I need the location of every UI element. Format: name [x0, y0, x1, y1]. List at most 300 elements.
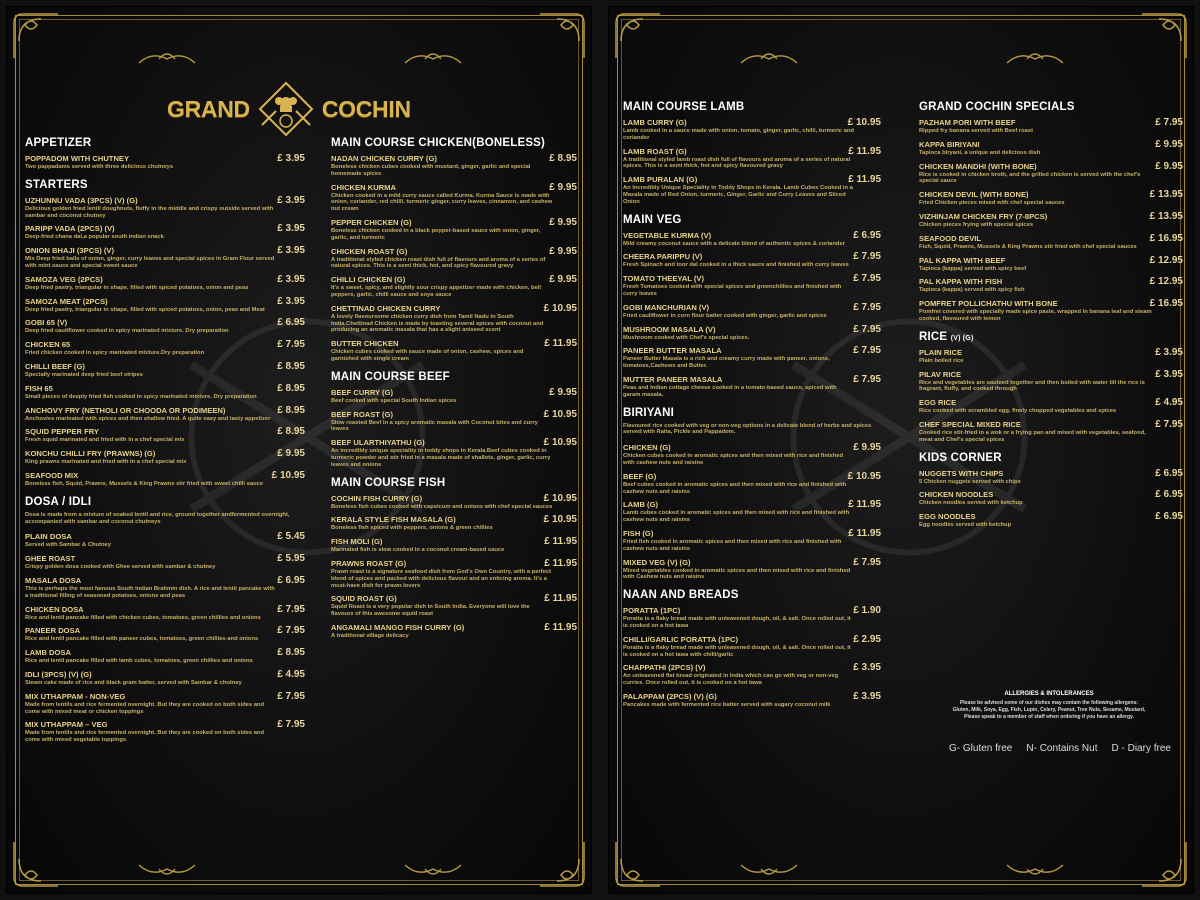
menu-item: [623, 345, 881, 370]
menu-item: [331, 338, 577, 363]
menu-item-description: Poratta is a flaky bread made with unleavened dough, oil, & salt. Once rolled out, it is cooked on a hot tawa: [623, 616, 851, 629]
menu-item: [623, 374, 881, 399]
menu-item-description: Deep fried pastry, triangular in shape, filled with spiced potatoes, onion, peas and Meat: [25, 306, 265, 313]
menu-item-name: NUGGETS WITH CHIPS: [919, 468, 1004, 478]
section-title: RICE: [919, 330, 948, 343]
section-title: BIRIYANI: [623, 406, 675, 419]
menu-item-price: £ 6.95: [1155, 467, 1183, 479]
menu-item-row: [623, 691, 881, 702]
menu-item: [25, 296, 305, 314]
menu-item-name: PORATTA (1PC): [623, 606, 681, 616]
menu-item-price: £ 7.95: [277, 625, 305, 637]
menu-item-price: £ 1.90: [853, 605, 881, 617]
menu-item-description: Two pappadams served with three delicious chutneys: [25, 164, 174, 170]
menu-item-row: [331, 246, 577, 257]
menu-item-name: MIXED VEG (V) (G): [623, 557, 691, 567]
menu-item-description: Fried Chicken pieces mixed with chef special sauces: [919, 200, 1065, 207]
menu-item-name: CHICKEN DOSA: [25, 604, 84, 614]
section-title: MAIN COURSE BEEF: [331, 370, 450, 383]
menu-item-row: [623, 605, 881, 616]
menu-item-row: [331, 514, 577, 525]
menu-item-price: £ 3.95: [277, 295, 305, 307]
menu-item: [331, 182, 577, 213]
menu-item-row: [25, 575, 305, 586]
ornament-corner-icon: [11, 839, 61, 889]
menu-item: [25, 470, 305, 488]
menu-item: [25, 223, 305, 241]
menu-item-row: [25, 361, 305, 372]
menu-item-price: £ 10.95: [543, 514, 577, 526]
menu-item-description: Squid Roast is a very popular dish in South India. Everyone will love the flavours of this awesome squid roast: [331, 604, 530, 618]
section-title: MAIN COURSE LAMB: [623, 101, 745, 113]
menu-item-row: [25, 531, 305, 542]
menu-item-name: SAMOZA MEAT (2PCS): [25, 296, 108, 306]
menu-item: [919, 489, 1183, 507]
menu-item: [25, 625, 305, 643]
menu-item-name: BEEF ULARTHIYATHU (G): [331, 438, 425, 448]
menu-item-price: £ 16.95: [1149, 232, 1183, 244]
menu-item-description: This is perhaps the most famous South Indian Brahmin dish. A rice and lentil pancake with a traditional filling of seasoned potatoes, onions and peas: [25, 585, 275, 599]
menu-item-description: Fresh squid marinated and fried with in a chef special mix: [25, 437, 185, 444]
menu-item-row: [25, 604, 305, 615]
menu-item: [623, 442, 881, 467]
menu-item-name: MIX UTHAPPAM – VEG: [25, 720, 108, 730]
section-title: APPETIZER: [25, 137, 92, 149]
menu-item-price: £ 7.95: [1155, 418, 1183, 430]
menu-item-name: SAMOZA VEG (2PCS): [25, 274, 103, 284]
menu-item-price: £ 4.95: [1155, 397, 1183, 409]
menu-item-price: £ 11.95: [544, 557, 577, 569]
menu-item: [331, 387, 577, 405]
menu-item-name: NADAN CHICKEN CURRY (G): [331, 154, 437, 163]
menu-item-description: Boneless chicken cooked in a black pepper-based sauce with onion, ginger, garlic, and turmeric: [331, 227, 541, 241]
menu-item-row: [331, 409, 577, 420]
menu-item-price: £ 3.95: [853, 662, 881, 674]
menu-item-name: CHAPPATHI (2PCS) (V): [623, 663, 706, 673]
menu-item-name: CHICKEN 65: [25, 340, 71, 350]
menu-item-description: Rice and lentil pancake filled with lamb cubes, tomatoes, green chillies and onions: [25, 658, 253, 665]
menu-item-description: Mild creamy coconut sauce with a delicate blend of authentic spices & coriander: [623, 240, 845, 247]
menu-item-price: £ 10.95: [543, 302, 577, 314]
menu-item-name: KONCHU CHILLI FRY (PRAWNS) (G): [25, 449, 156, 459]
menu-item-description: Boneless fish, Squid, Prawns, Mussels & King Prawns stir fried with sweet chilli sauce: [25, 480, 264, 487]
menu-item-price: £ 7.95: [853, 301, 881, 313]
menu-item-price: £ 3.95: [277, 223, 305, 235]
menu-page-left: [6, 6, 592, 894]
menu-item-name: PILAV RICE: [919, 369, 962, 379]
menu-item-description: Slow roasted Beef in a spicy aromatic masala with Coconut bites and curry leaves: [331, 419, 538, 433]
menu-item-description: Plain boiled rice: [919, 357, 964, 364]
menu-item: [331, 493, 577, 511]
menu-item-name: BEEF (G): [623, 471, 657, 481]
menu-item-price: £ 4.95: [277, 668, 305, 680]
menu-item-name: PAZHAM PORI WITH BEEF: [919, 118, 1016, 127]
menu-item-price: £ 3.95: [853, 690, 881, 702]
menu-item-description: Fresh Spinach and toor dal cooked in a thick sauce and finished with curry leaves: [623, 262, 849, 269]
menu-item-description: Chicken pieces frying with special spices: [919, 221, 1034, 228]
menu-item-row: [331, 303, 577, 314]
menu-item-name: CHEERA PARIPPU (V): [623, 252, 703, 262]
menu-item-price: £ 3.95: [277, 194, 305, 206]
section-title: NAAN AND BREADS: [623, 589, 739, 602]
menu-item-name: VEGETABLE KURMA (V): [623, 230, 712, 240]
menu-item-description: Rice and vegetables are sauteed together and then boiled with water till the rice is fragrant, fluffy, and cooked through: [919, 379, 1145, 393]
menu-item-description: An incredibly unique speciality in toddy shops in Kerala.Beef cubes cooked in turmeric powder and stir fried in a masala made of shallots, ginger, garlic, curry leaves and onions: [331, 448, 551, 468]
menu-item-name: BUTTER CHICKEN: [331, 339, 399, 349]
menu-item-row: [919, 369, 1183, 380]
menu-item-description: Mix Deep fried balls of onion, ginger, curry leaves and special spices in Gram Flour served with mint sauce and special sweet sauce: [25, 256, 275, 269]
section-heading: [331, 477, 577, 489]
menu-item-row: [623, 528, 881, 539]
menu-item-name: BEEF CURRY (G): [331, 387, 394, 397]
menu-item-name: CHILLI BEEF (G): [25, 361, 85, 371]
menu-item: [331, 246, 577, 271]
menu-item-price: £ 10.95: [271, 469, 305, 481]
menu-item: [919, 117, 1183, 135]
ornament-crest-icon: [137, 49, 197, 67]
menu-item-description: A traditional styled chicken roast dish full of flavours and aroma of a series of natural spices. This is a semi thick, hot, and spicy flavoured gravy: [331, 256, 546, 270]
menu-item-description: Beef cooked with special South Indian spices: [331, 397, 457, 404]
menu-item-row: [331, 536, 577, 547]
menu-item-row: [919, 161, 1183, 172]
menu-item-description: A traditional styled lamb roast dish full of flavours and aroma of a series of natural spices. This is a semi thick, hot and spicy flavoured gravy: [623, 156, 851, 170]
menu-item-price: £ 7.95: [277, 603, 305, 615]
menu-item-description: Rice and lentil pancake filled with paneer cubes, tomatoes, green chillies and onions: [25, 636, 259, 643]
menu-item-description: 5 Chicken nuggets served with chips: [919, 478, 1021, 485]
menu-item-price: £ 9.95: [549, 216, 577, 228]
menu-item-price: £ 11.95: [544, 621, 577, 633]
ornament-corner-icon: [613, 839, 663, 889]
menu-item: [919, 189, 1183, 207]
menu-item-price: £ 10.95: [543, 492, 577, 504]
menu-item: [919, 511, 1183, 529]
menu-item-price: £ 9.95: [277, 448, 305, 460]
menu-item-name: BEEF ROAST (G): [331, 409, 394, 419]
menu-item-row: [25, 470, 305, 481]
menu-item-description: Lamb cubes cooked in aromatic spices and then mixed with rice and finished with cashew nuts and raisins: [623, 510, 850, 524]
menu-item-price: £ 7.95: [853, 556, 881, 568]
section-intro: Flavoured rice cooked with veg or non-veg options in a delicate blend of herbs and spices served with Raita, Pickle and Pappadom.: [623, 422, 872, 436]
menu-item: [25, 153, 305, 171]
menu-item-price: £ 6.95: [1155, 511, 1183, 523]
menu-item-price: £ 7.95: [853, 345, 881, 357]
menu-item-name: EGG RICE: [919, 398, 957, 408]
menu-item-price: £ 3.95: [277, 245, 305, 257]
menu-item: [25, 669, 305, 687]
menu-item: [919, 255, 1183, 273]
menu-item-name: POPPADOM WITH CHUTNEY: [25, 154, 130, 163]
menu-item-row: [919, 468, 1183, 479]
menu-item-row: [623, 117, 881, 128]
menu-item-name: SQUID PEPPER FRY: [25, 427, 99, 437]
menu-item: [919, 211, 1183, 229]
menu-item-price: £ 7.95: [853, 323, 881, 335]
menu-item: [25, 719, 305, 744]
menu-item: [25, 195, 305, 220]
menu-item-name: SEAFOOD MIX: [25, 470, 79, 480]
menu-item: [25, 604, 305, 622]
menu-item: [919, 468, 1183, 486]
menu-item-description: Boneless fish cubes cooked with capsicum and onions with chef special sauces: [331, 503, 553, 510]
menu-item-name: CHICKEN (G): [623, 443, 671, 453]
menu-item-price: £ 10.95: [543, 408, 577, 420]
menu-item-row: [331, 153, 577, 164]
menu-item-price: £ 2.95: [853, 633, 881, 645]
menu-item-name: ONION BHAJI (3PCS) (V): [25, 246, 115, 256]
menu-item-price: £ 7.95: [1155, 117, 1183, 128]
menu-item-row: [331, 593, 577, 604]
menu-item-row: [919, 255, 1183, 266]
menu-item-row: [25, 553, 305, 564]
allergy-line-1: Please be advised some of our dishes may contain the following allergens:: [959, 700, 1139, 706]
menu-item-row: [919, 489, 1183, 500]
menu-item-price: £ 6.95: [853, 229, 881, 241]
menu-item-name: SEAFOOD DEVIL: [919, 233, 982, 243]
menu-item: [919, 347, 1183, 365]
menu-item-row: [623, 230, 881, 241]
menu-item-description: Fish, Squid, Prawns, Mussels & King Prawns stir fried with chef special sauces: [919, 243, 1137, 250]
menu-item: [25, 448, 305, 466]
menu-item-description: Tapioca (kappa) served with spicy beef: [919, 265, 1027, 272]
menu-item-price: £ 9.95: [853, 442, 881, 454]
menu-item-row: [25, 296, 305, 307]
menu-item-row: [623, 499, 881, 510]
menu-item: [331, 303, 577, 334]
menu-item: [623, 117, 881, 142]
menu-item-price: £ 8.95: [277, 382, 305, 394]
menu-item-name: PEPPER CHICKEN (G): [331, 217, 412, 227]
menu-item-price: £ 3.95: [277, 273, 305, 285]
menu-item-row: [25, 195, 305, 206]
menu-item-price: £ 7.95: [853, 251, 881, 263]
section-heading: [623, 589, 881, 601]
menu-item-description: Served with Sambar & Chutney: [25, 542, 112, 549]
menu-item-price: £ 10.95: [847, 470, 881, 482]
menu-item-description: An Incredibly Unique Speciality in Toddy Shops in Kerala. Lamb Cubes Cooked in a Masala made of Red Onion, turmeric, Ginger, Garlic and Curry Leaves and Sliced Onion: [623, 185, 853, 205]
menu-item-row: [25, 153, 305, 164]
menu-item-name: PARIPP VADA (2PCS) (V): [25, 224, 115, 234]
menu-item-price: £ 6.95: [277, 317, 305, 329]
menu-item-price: £ 7.95: [853, 373, 881, 385]
section-heading: [25, 496, 305, 508]
menu-item-row: [25, 405, 305, 416]
menu-item: [919, 298, 1183, 323]
brand-word-1: GRAND: [167, 95, 250, 122]
section-title: DOSA / IDLI: [25, 495, 92, 508]
menu-item: [331, 514, 577, 532]
menu-item-row: [25, 383, 305, 394]
menu-item-row: [919, 511, 1183, 522]
menu-item: [331, 274, 577, 299]
menu-item-row: [919, 211, 1183, 222]
menu-item: [25, 426, 305, 444]
menu-item-row: [623, 174, 881, 185]
menu-item-name: PALAPPAM (2PCS) (V) (G): [623, 691, 717, 701]
menu-item-name: GOBI MANCHURIAN (V): [623, 302, 710, 312]
menu-item-description: Boneless chicken cubes cooked with mustard, ginger, garlic and special homemade spices: [331, 164, 531, 177]
menu-item-description: Chicken cooked in a mild curry sauce called Kurma. Kurma Sauce is made with onion, coriander, red chilli, turmeric ginger, curry leaves, cinnamon, and cashew nut cream: [331, 192, 553, 213]
menu-item: [25, 383, 305, 401]
section-heading: [623, 214, 881, 226]
menu-item: [25, 317, 305, 335]
menu-item-price: £ 6.95: [277, 574, 305, 586]
menu-item-description: Specially marinated deep fried beef stripes: [25, 371, 143, 378]
menu-item: [331, 622, 577, 640]
menu-item-row: [25, 317, 305, 328]
menu-column-right-1: [623, 93, 881, 713]
menu-item-row: [919, 189, 1183, 200]
menu-item: [331, 536, 577, 554]
menu-item-description: Delicious golden fried lentil doughnuts, fluffy in the middle and crispy outside served with sambar and coconut chutney: [25, 205, 274, 219]
menu-item-name: PANEER DOSA: [25, 626, 81, 636]
menu-column-left-2: [331, 129, 577, 644]
menu-item-name: MASALA DOSA: [25, 575, 82, 585]
menu-item-name: PLAIN RICE: [919, 347, 963, 357]
menu-item-price: £ 12.95: [1149, 276, 1183, 288]
menu-item-name: CHILLI/GARLIC PORATTA (1PC): [623, 634, 739, 644]
menu-item: [623, 471, 881, 496]
menu-item: [331, 153, 577, 178]
menu-item-description: Beef cubes cooked in aromatic spices and then mixed with rice and finished with cashew nuts and raisins: [623, 481, 847, 495]
menu-item-name: LAMB (G): [623, 500, 659, 510]
menu-item: [25, 361, 305, 379]
menu-item: [25, 553, 305, 571]
menu-item: [25, 405, 305, 423]
menu-item-name: LAMB ROAST (G): [623, 146, 687, 156]
menu-item-name: CHICKEN DEVIL (WITH BONE): [919, 190, 1029, 200]
menu-item-name: SQUID ROAST (G): [331, 594, 397, 604]
menu-item-row: [919, 419, 1183, 430]
section-heading: [919, 101, 1183, 113]
menu-item: [623, 230, 881, 248]
section-heading: [331, 137, 577, 149]
menu-item-description: Crispy golden dosa cooked with Ghee served with sambar & chutney: [25, 564, 216, 571]
ornament-crest-icon: [137, 861, 197, 879]
menu-item-row: [25, 223, 305, 234]
menu-item-description: Rice and lentil pancake filled with chicken cubes, tomatoes, green chillies and onions: [25, 614, 261, 621]
menu-page-right: [608, 6, 1194, 894]
menu-item: [623, 528, 881, 553]
menu-item-name: VIZHINJAM CHICKEN FRY (7-8PCS): [919, 211, 1048, 221]
menu-item-row: [919, 347, 1183, 358]
menu-item-description: Fresh Tomatoes cooked with special spices and greenchillies and finished with curry leaves: [623, 284, 842, 297]
menu-item-description: Fried fish cooked in aromatic spices and then mixed with rice and finished with cashew nuts and raisins: [623, 538, 842, 552]
menu-item-name: LAMB PURALAN (G): [623, 175, 698, 185]
menu-column-left-1: [25, 129, 305, 748]
menu-item: [25, 245, 305, 270]
menu-item: [331, 409, 577, 434]
menu-item: [331, 593, 577, 618]
menu-item-description: An unleavened flat bread originated in India which can go with veg or non-veg curries. Once rolled out, it is cooked on a hot tawa: [623, 673, 839, 687]
legend-gluten-free: G- Gluten free: [949, 743, 1013, 754]
menu-column-right-2: [919, 93, 1183, 533]
menu-item-row: [25, 691, 305, 702]
menu-item-description: Small pieces of deeply fried fish cooked in spicy marinated mixture. Dry preparation: [25, 393, 257, 400]
menu-item-row: [331, 493, 577, 504]
menu-item: [25, 531, 305, 549]
ornament-corner-icon: [1139, 839, 1189, 889]
menu-item-row: [331, 622, 577, 633]
menu-item-row: [623, 471, 881, 482]
menu-item: [919, 419, 1183, 444]
menu-item-price: £ 10.95: [543, 437, 577, 449]
menu-item-price: £ 9.95: [1155, 138, 1183, 150]
menu-item-price: £ 8.95: [549, 153, 577, 164]
menu-item-price: £ 6.95: [1155, 489, 1183, 501]
menu-item-description: Ripped fry banana served with Beef roast: [919, 128, 1034, 134]
menu-item: [331, 217, 577, 242]
menu-item-description: It's a sweet, spicy, and slightly sour crispy appetizer made with chicken, bell peppers, garlic, chilli sauce and soya sauce: [331, 285, 542, 298]
menu-item-price: £ 11.95: [848, 499, 881, 511]
menu-item-description: King prawns marinated and fried with in a chef special mix: [25, 459, 187, 466]
menu-item: [25, 339, 305, 357]
menu-item: [25, 575, 305, 600]
ornament-corner-icon: [11, 11, 61, 61]
section-intro: Dosa is made from a mixture of soaked lentil and rice, ground together andfermented overnight, accompanied with sambar and coconut chutneys: [25, 511, 290, 525]
menu-item-name: CHILLI CHICKEN (G): [331, 275, 406, 285]
menu-item-description: Steam cake made of rice and black gram batter, served with Sambar & chutney: [25, 679, 242, 686]
menu-item-price: £ 11.95: [848, 174, 881, 186]
menu-item-price: £ 3.95: [1155, 346, 1183, 358]
section-heading: [623, 407, 881, 419]
menu-item-description: Rice cooked with scrambled egg, finely chopped vegetables and spices: [919, 408, 1117, 415]
menu-item-name: FISH 65: [25, 383, 53, 393]
menu-item-name: CHICKEN NOODLES: [919, 490, 994, 500]
menu-item-price: £ 9.95: [549, 274, 577, 286]
menu-item-description: Egg noodles served with ketchup: [919, 522, 1012, 529]
menu-item-row: [623, 634, 881, 645]
menu-item: [919, 276, 1183, 294]
menu-item-price: £ 8.95: [277, 426, 305, 438]
ornament-crest-icon: [739, 861, 799, 879]
menu-item-row: [623, 557, 881, 568]
menu-item-name: KAPPA BIRIYANI: [919, 139, 980, 149]
menu-item: [25, 647, 305, 665]
menu-item-row: [623, 442, 881, 453]
menu-item-row: [25, 448, 305, 459]
menu-item-price: £ 5.95: [277, 553, 305, 565]
allergy-line-3: Please speak to a member of staff when ordering if you have an allergy.: [964, 713, 1134, 720]
menu-item-row: [25, 274, 305, 285]
allergy-line-2: Gluten, Milk, Soya, Egg, Fish, Lupin, Celery, Peanut, Tree Nuts, Sesame, Mustard,: [952, 706, 1146, 713]
menu-item-price: £ 3.95: [1155, 368, 1183, 380]
ornament-crest-icon: [739, 49, 799, 67]
menu-item-name: LAMB CURRY (G): [623, 118, 687, 127]
menu-item-name: PRAWNS ROAST (G): [331, 558, 407, 568]
menu-item-price: £ 13.95: [1149, 189, 1183, 201]
menu-item-row: [623, 146, 881, 157]
menu-item: [623, 557, 881, 582]
menu-item-name: PANEER BUTTER MASALA: [623, 346, 722, 356]
section-heading: [25, 137, 305, 149]
menu-item-row: [623, 302, 881, 313]
dietary-legend: [949, 743, 1171, 754]
menu-item-row: [919, 233, 1183, 244]
menu-item-description: Pancakes made with fermented rice batter served with sugary coconut milk: [623, 701, 831, 708]
menu-item-description: Chicken noodles served with ketchup: [919, 500, 1023, 507]
menu-item-row: [919, 117, 1183, 128]
menu-item-price: £ 8.95: [277, 360, 305, 372]
menu-item-description: Made from lentils and rice fermented overnight. But they are cooked on both sides and come with mixed meat or chicken toppings: [25, 701, 265, 715]
menu-item-price: £ 7.95: [853, 273, 881, 285]
section-title: MAIN COURSE FISH: [331, 476, 446, 489]
menu-item-row: [919, 397, 1183, 408]
menu-item-row: [331, 338, 577, 349]
menu-item-price: £ 11.95: [544, 536, 577, 548]
menu-item-name: CHETTINAD CHICKEN CURRY: [331, 303, 441, 313]
menu-item-price: £ 11.95: [544, 338, 577, 350]
menu-item-row: [25, 426, 305, 437]
